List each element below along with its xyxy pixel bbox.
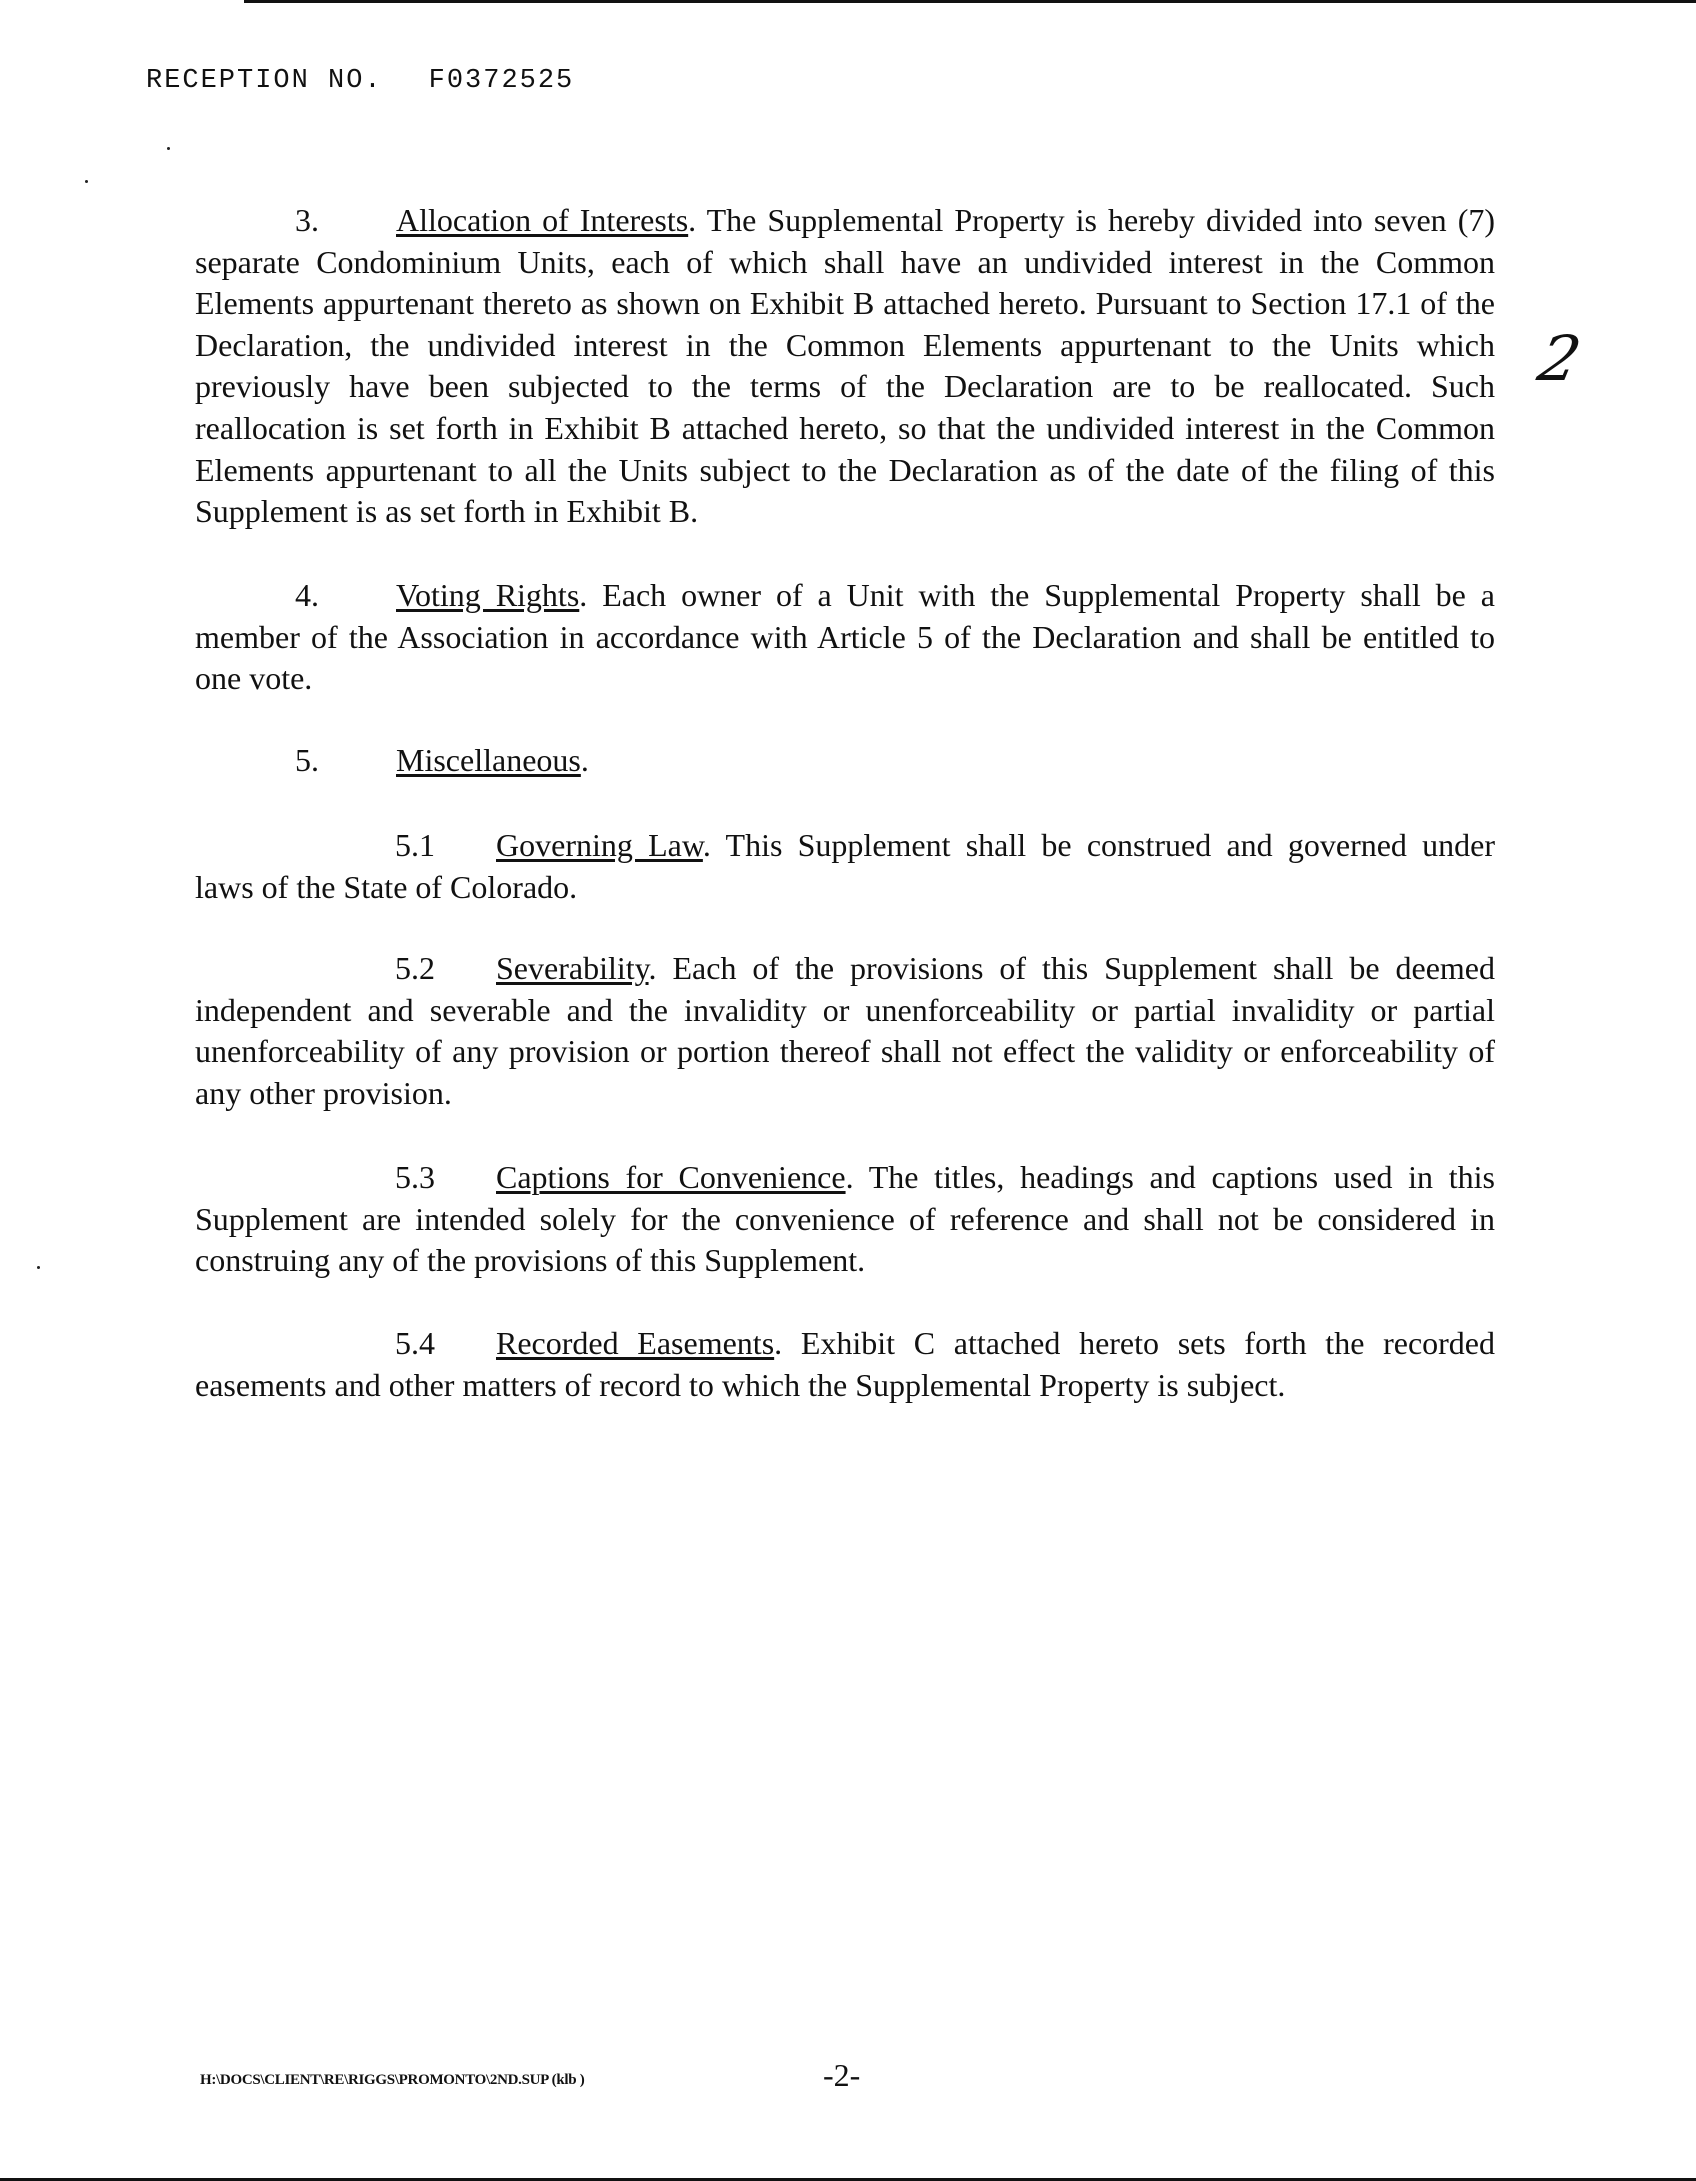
top-border-line: [244, 0, 1696, 3]
section-5-4-recorded-easements: [195, 1323, 1495, 1406]
section-4-voting-rights: [195, 575, 1495, 700]
section-text: . This Supplement shall be construed and governed under laws of the State of Colorado.: [195, 827, 1496, 905]
section-5-miscellaneous: [195, 740, 1495, 782]
reception-number: F0372525: [428, 66, 575, 96]
section-number: 5.4: [395, 1325, 435, 1361]
scan-speck: [167, 147, 170, 150]
section-5-2-severability: [195, 948, 1495, 1114]
section-number: 4.: [295, 577, 319, 613]
section-text: . The titles, headings and captions used in this Supplement are intended solely for the convenience of reference and shall not be considered in construing any of the provisions of this Supplement.: [195, 1159, 1496, 1279]
scan-speck: [85, 180, 88, 183]
page-number: -2-: [823, 2057, 861, 2093]
section-title: Governing Law: [496, 827, 703, 863]
section-title: Allocation of Interests: [396, 202, 689, 238]
section-text: . Each owner of a Unit with the Supplemental Property shall be a member of the Association in accordance with Article 5 of the Declaration and shall be entitled to one vote.: [195, 577, 1495, 697]
footer-file-path: H:\DOCS\CLIENT\RE\RIGGS\PROMONTO\2ND.SUP (klb ): [200, 2072, 585, 2088]
section-title: Miscellaneous: [396, 742, 581, 778]
section-title: Captions for Convenience: [496, 1159, 846, 1195]
section-number: 5.: [295, 742, 319, 778]
section-text: . Exhibit C attached hereto sets forth the recorded easements and other matters of record to which the Supplemental Property is subject.: [195, 1325, 1496, 1403]
section-text: . The Supplemental Property is hereby divided into seven (7) separate Condominium Units, each of which shall have an undivided interest in the Common Elements appurtenant thereto as shown on Exhibit B attached hereto. Pursuant to Section 17.1 of the Declaration, the undivided interest in the Common Elements appurtenant to the Units which previously have been subjected to the terms of the Declaration are to be reallocated. Such reallocation is set forth in Exhibit B attached hereto, so that the undivided interest in the Common Elements appurtenant to all the Units subject to the Declaration as of the date of the filing of this Supplement is as set forth in Exhibit B.: [195, 202, 1495, 530]
section-3-allocation-of-interests: [195, 200, 1495, 533]
section-number: 5.1: [395, 827, 435, 863]
section-number: 3.: [295, 202, 319, 238]
section-text: .: [580, 742, 589, 778]
scan-speck: [37, 1266, 40, 1269]
section-title: Severability: [496, 950, 649, 986]
handwritten-page-mark: 2: [1532, 322, 1588, 395]
reception-label: RECEPTION NO.: [146, 66, 383, 96]
section-text: . Each of the provisions of this Supplement shall be deemed independent and severable and the invalidity or unenforceability or partial invalidity or partial unenforceability of any provision or portion thereof shall not effect the validity or enforceability of any other provision.: [195, 950, 1495, 1111]
section-title: Recorded Easements: [496, 1325, 775, 1361]
section-5-3-captions-for-convenience: [195, 1157, 1495, 1282]
section-title: Voting Rights: [396, 577, 580, 613]
section-5-1-governing-law: [195, 825, 1495, 908]
reception-number-stamp: [146, 66, 574, 96]
section-number: 5.3: [395, 1159, 435, 1195]
section-number: 5.2: [395, 950, 435, 986]
